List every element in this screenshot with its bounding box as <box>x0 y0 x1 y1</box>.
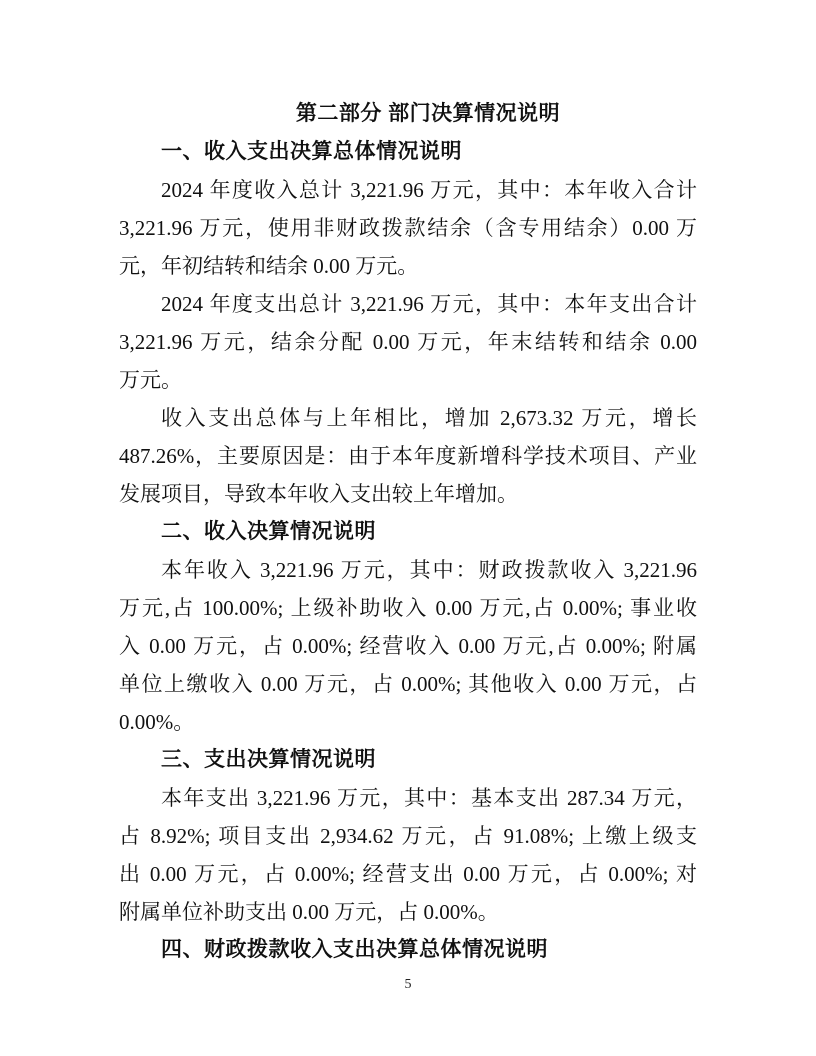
text-line: 占 8.92%; 项目支出 2,934.62 万元，占 91.08%; 上缴上级支 <box>119 824 697 848</box>
text-line: 出 0.00 万元，占 0.00%; 经营支出 0.00 万元，占 0.00%; 对 <box>119 862 697 886</box>
text-line: 元，年初结转和结余 0.00 万元。 <box>119 254 419 278</box>
text-line: 3,221.96 万元，使用非财政拨款结余（含专用结余）0.00 万 <box>119 216 697 240</box>
text-line: 单位上缴收入 0.00 万元，占 0.00%; 其他收入 0.00 万元，占 <box>119 672 697 696</box>
document-title: 第二部分 部门决算情况说明 <box>295 102 561 125</box>
text-line: 附属单位补助支出 0.00 万元，占 0.00%。 <box>119 900 499 924</box>
text-line: 万元,占 100.00%; 上级补助收入 0.00 万元,占 0.00%; 事业收 <box>119 596 697 620</box>
text-line: 本年支出 3,221.96 万元，其中：基本支出 287.34 万元， <box>161 786 697 810</box>
paragraph-income-detail <box>119 551 697 741</box>
page-number: 5 <box>404 977 412 992</box>
text-line: 0.00%。 <box>119 710 195 734</box>
text-line: 发展项目，导致本年收入支出较上年增加。 <box>119 482 518 506</box>
text-line: 本年收入 3,221.96 万元，其中：财政拨款收入 3,221.96 <box>161 558 697 582</box>
section-heading-3: 三、支出决算情况说明 <box>161 748 376 771</box>
text-line: 收入支出总体与上年相比，增加 2,673.32 万元，增长 <box>161 406 697 430</box>
paragraph-expense-total <box>119 285 697 399</box>
section-heading-4: 四、财政拨款收入支出决算总体情况说明 <box>161 938 548 961</box>
paragraph-income-expense-total <box>119 171 697 285</box>
section-heading-2: 二、收入决算情况说明 <box>161 520 376 543</box>
text-line: 万元。 <box>119 368 182 392</box>
text-line: 2024 年度收入总计 3,221.96 万元，其中：本年收入合计 <box>161 178 697 202</box>
text-line: 3,221.96 万元，结余分配 0.00 万元，年末结转和结余 0.00 <box>119 330 697 354</box>
text-line: 入 0.00 万元，占 0.00%; 经营收入 0.00 万元,占 0.00%; 附属 <box>119 634 697 658</box>
text-line: 2024 年度支出总计 3,221.96 万元，其中：本年支出合计 <box>161 292 697 316</box>
paragraph-expense-detail <box>119 779 697 931</box>
paragraph-year-comparison <box>119 399 697 513</box>
text-line: 487.26%，主要原因是：由于本年度新增科学技术项目、产业 <box>119 444 697 468</box>
section-heading-1: 一、收入支出决算总体情况说明 <box>161 140 462 163</box>
